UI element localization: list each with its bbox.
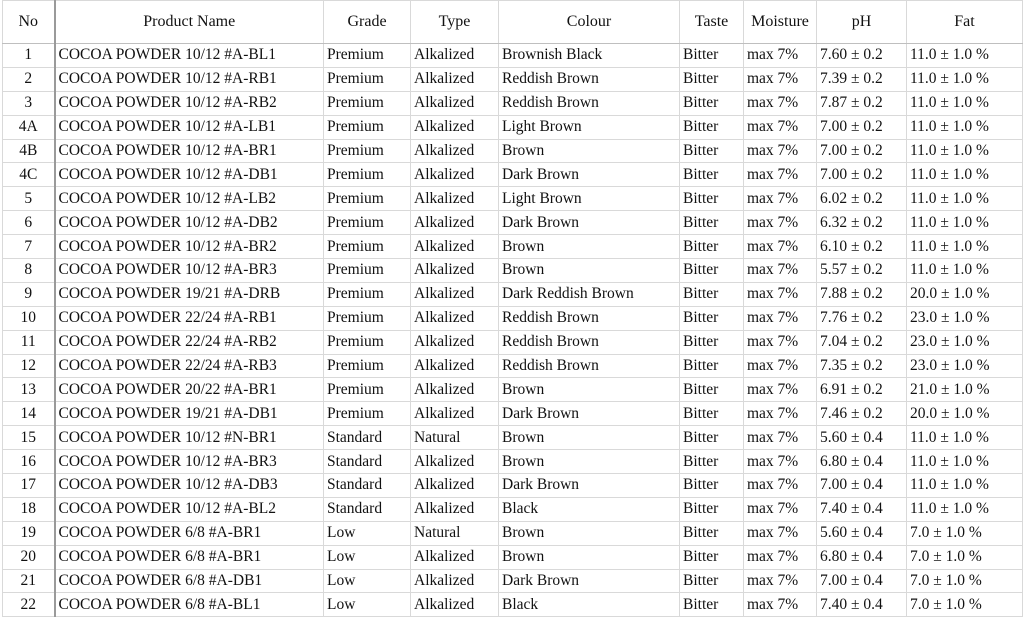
table-row bbox=[3, 235, 1023, 259]
cell-grade[interactable]: Premium bbox=[324, 44, 411, 68]
cell-grade[interactable]: Standard bbox=[324, 497, 411, 521]
cell-product-name[interactable]: COCOA POWDER 10/12 #A-RB2 bbox=[55, 91, 324, 115]
cell-type[interactable]: Alkalized bbox=[411, 306, 499, 330]
cell-fat[interactable]: 20.0 ± 1.0 % bbox=[907, 402, 1023, 426]
cell-no[interactable]: 6 bbox=[3, 211, 55, 235]
cell-product-name[interactable]: COCOA POWDER 10/12 #A-RB1 bbox=[55, 67, 324, 91]
cell-grade[interactable]: Premium bbox=[324, 402, 411, 426]
table-row bbox=[3, 330, 1023, 354]
cell-taste[interactable]: Bitter bbox=[680, 67, 744, 91]
cell-fat[interactable]: 11.0 ± 1.0 % bbox=[907, 187, 1023, 211]
cell-product-name[interactable]: COCOA POWDER 6/8 #A-BR1 bbox=[55, 521, 324, 545]
cell-product-name[interactable]: COCOA POWDER 10/12 #A-DB2 bbox=[55, 211, 324, 235]
cell-grade[interactable]: Premium bbox=[324, 163, 411, 187]
cell-fat[interactable]: 11.0 ± 1.0 % bbox=[907, 474, 1023, 498]
table-row bbox=[3, 259, 1023, 283]
table-row bbox=[3, 67, 1023, 91]
cell-grade[interactable]: Premium bbox=[324, 235, 411, 259]
cell-taste[interactable]: Bitter bbox=[680, 497, 744, 521]
table-row bbox=[3, 378, 1023, 402]
cell-type[interactable]: Alkalized bbox=[411, 378, 499, 402]
cell-no[interactable]: 9 bbox=[3, 282, 55, 306]
cell-colour[interactable]: Dark Brown bbox=[499, 474, 680, 498]
cell-moisture[interactable]: max 7% bbox=[744, 139, 817, 163]
cell-ph[interactable]: 7.00 ± 0.2 bbox=[817, 115, 907, 139]
cell-colour[interactable]: Dark Reddish Brown bbox=[499, 282, 680, 306]
table-row bbox=[3, 91, 1023, 115]
cell-moisture[interactable]: max 7% bbox=[744, 593, 817, 617]
cell-colour[interactable]: Reddish Brown bbox=[499, 67, 680, 91]
cell-colour[interactable]: Reddish Brown bbox=[499, 91, 680, 115]
cell-taste[interactable]: Bitter bbox=[680, 330, 744, 354]
cell-ph[interactable]: 7.76 ± 0.2 bbox=[817, 306, 907, 330]
cell-fat[interactable]: 7.0 ± 1.0 % bbox=[907, 593, 1023, 617]
cell-product-name[interactable]: COCOA POWDER 22/24 #A-RB1 bbox=[55, 306, 324, 330]
cell-colour[interactable]: Reddish Brown bbox=[499, 306, 680, 330]
cell-no[interactable]: 22 bbox=[3, 593, 55, 617]
cell-taste[interactable]: Bitter bbox=[680, 306, 744, 330]
table-row bbox=[3, 163, 1023, 187]
cell-colour[interactable]: Brown bbox=[499, 426, 680, 450]
cell-grade[interactable]: Premium bbox=[324, 378, 411, 402]
cell-type[interactable]: Alkalized bbox=[411, 67, 499, 91]
cell-colour[interactable]: Brown bbox=[499, 259, 680, 283]
table-row bbox=[3, 545, 1023, 569]
cell-fat[interactable]: 11.0 ± 1.0 % bbox=[907, 163, 1023, 187]
cell-ph[interactable]: 7.00 ± 0.2 bbox=[817, 139, 907, 163]
cell-taste[interactable]: Bitter bbox=[680, 211, 744, 235]
table-row bbox=[3, 306, 1023, 330]
cell-grade[interactable]: Standard bbox=[324, 474, 411, 498]
cell-product-name[interactable]: COCOA POWDER 10/12 #A-BR3 bbox=[55, 450, 324, 474]
cell-no[interactable]: 5 bbox=[3, 187, 55, 211]
cell-product-name[interactable]: COCOA POWDER 10/12 #A-LB2 bbox=[55, 187, 324, 211]
cell-ph[interactable]: 7.00 ± 0.4 bbox=[817, 474, 907, 498]
col-header-ph[interactable]: pH bbox=[817, 1, 907, 44]
cell-no[interactable]: 12 bbox=[3, 354, 55, 378]
cell-colour[interactable]: Brown bbox=[499, 450, 680, 474]
cell-product-name[interactable]: COCOA POWDER 10/12 #N-BR1 bbox=[55, 426, 324, 450]
cell-colour[interactable]: Dark Brown bbox=[499, 402, 680, 426]
cell-colour[interactable]: Reddish Brown bbox=[499, 354, 680, 378]
col-header-moisture[interactable]: Moisture bbox=[744, 1, 817, 44]
cell-moisture[interactable]: max 7% bbox=[744, 497, 817, 521]
cell-moisture[interactable]: max 7% bbox=[744, 426, 817, 450]
cell-moisture[interactable]: max 7% bbox=[744, 163, 817, 187]
cell-ph[interactable]: 7.46 ± 0.2 bbox=[817, 402, 907, 426]
cell-product-name[interactable]: COCOA POWDER 10/12 #A-DB3 bbox=[55, 474, 324, 498]
cell-type[interactable]: Alkalized bbox=[411, 450, 499, 474]
cell-taste[interactable]: Bitter bbox=[680, 91, 744, 115]
table-row bbox=[3, 354, 1023, 378]
cell-ph[interactable]: 7.60 ± 0.2 bbox=[817, 44, 907, 68]
cell-product-name[interactable]: COCOA POWDER 10/12 #A-DB1 bbox=[55, 163, 324, 187]
cell-no[interactable]: 10 bbox=[3, 306, 55, 330]
cell-product-name[interactable]: COCOA POWDER 10/12 #A-BL2 bbox=[55, 497, 324, 521]
cell-taste[interactable]: Bitter bbox=[680, 282, 744, 306]
cell-ph[interactable]: 7.88 ± 0.2 bbox=[817, 282, 907, 306]
cell-no[interactable]: 2 bbox=[3, 67, 55, 91]
cell-moisture[interactable]: max 7% bbox=[744, 545, 817, 569]
cell-moisture[interactable]: max 7% bbox=[744, 67, 817, 91]
cell-taste[interactable]: Bitter bbox=[680, 163, 744, 187]
cell-grade[interactable]: Premium bbox=[324, 115, 411, 139]
cell-product-name[interactable]: COCOA POWDER 20/22 #A-BR1 bbox=[55, 378, 324, 402]
cell-fat[interactable]: 23.0 ± 1.0 % bbox=[907, 330, 1023, 354]
cell-no[interactable]: 11 bbox=[3, 330, 55, 354]
table-row bbox=[3, 282, 1023, 306]
cell-ph[interactable]: 7.39 ± 0.2 bbox=[817, 67, 907, 91]
cell-no[interactable]: 1 bbox=[3, 44, 55, 68]
cell-type[interactable]: Alkalized bbox=[411, 91, 499, 115]
cell-fat[interactable]: 20.0 ± 1.0 % bbox=[907, 282, 1023, 306]
cell-type[interactable]: Alkalized bbox=[411, 545, 499, 569]
cell-grade[interactable]: Low bbox=[324, 545, 411, 569]
cell-ph[interactable]: 5.60 ± 0.4 bbox=[817, 521, 907, 545]
cell-colour[interactable]: Brownish Black bbox=[499, 44, 680, 68]
cell-product-name[interactable]: COCOA POWDER 10/12 #A-LB1 bbox=[55, 115, 324, 139]
cell-no[interactable]: 20 bbox=[3, 545, 55, 569]
cell-colour[interactable]: Light Brown bbox=[499, 187, 680, 211]
cell-product-name[interactable]: COCOA POWDER 22/24 #A-RB3 bbox=[55, 354, 324, 378]
cell-ph[interactable]: 7.04 ± 0.2 bbox=[817, 330, 907, 354]
cell-colour[interactable]: Dark Brown bbox=[499, 163, 680, 187]
cell-grade[interactable]: Low bbox=[324, 593, 411, 617]
cell-product-name[interactable]: COCOA POWDER 22/24 #A-RB2 bbox=[55, 330, 324, 354]
cell-fat[interactable]: 21.0 ± 1.0 % bbox=[907, 378, 1023, 402]
cell-moisture[interactable]: max 7% bbox=[744, 378, 817, 402]
table-row bbox=[3, 187, 1023, 211]
cell-product-name[interactable]: COCOA POWDER 19/21 #A-DRB bbox=[55, 282, 324, 306]
table-body bbox=[3, 44, 1023, 617]
cell-fat[interactable]: 7.0 ± 1.0 % bbox=[907, 521, 1023, 545]
cell-fat[interactable]: 11.0 ± 1.0 % bbox=[907, 235, 1023, 259]
cell-product-name[interactable]: COCOA POWDER 10/12 #A-BR2 bbox=[55, 235, 324, 259]
cell-grade[interactable]: Premium bbox=[324, 67, 411, 91]
cell-colour[interactable]: Brown bbox=[499, 521, 680, 545]
cell-ph[interactable]: 7.00 ± 0.2 bbox=[817, 163, 907, 187]
table-row bbox=[3, 497, 1023, 521]
cell-taste[interactable]: Bitter bbox=[680, 187, 744, 211]
cell-no[interactable]: 13 bbox=[3, 378, 55, 402]
cell-moisture[interactable]: max 7% bbox=[744, 235, 817, 259]
cell-product-name[interactable]: COCOA POWDER 19/21 #A-DB1 bbox=[55, 402, 324, 426]
table-row bbox=[3, 211, 1023, 235]
cell-fat[interactable]: 7.0 ± 1.0 % bbox=[907, 545, 1023, 569]
cell-type[interactable]: Alkalized bbox=[411, 569, 499, 593]
cell-product-name[interactable]: COCOA POWDER 6/8 #A-DB1 bbox=[55, 569, 324, 593]
cell-fat[interactable]: 11.0 ± 1.0 % bbox=[907, 139, 1023, 163]
cell-moisture[interactable]: max 7% bbox=[744, 569, 817, 593]
cell-product-name[interactable]: COCOA POWDER 6/8 #A-BL1 bbox=[55, 593, 324, 617]
cell-no[interactable]: 18 bbox=[3, 497, 55, 521]
table-row bbox=[3, 521, 1023, 545]
cell-grade[interactable]: Premium bbox=[324, 187, 411, 211]
cell-moisture[interactable]: max 7% bbox=[744, 187, 817, 211]
cell-moisture[interactable]: max 7% bbox=[744, 282, 817, 306]
cell-type[interactable]: Natural bbox=[411, 521, 499, 545]
cell-type[interactable]: Natural bbox=[411, 426, 499, 450]
cell-taste[interactable]: Bitter bbox=[680, 402, 744, 426]
table-row bbox=[3, 426, 1023, 450]
cell-moisture[interactable]: max 7% bbox=[744, 450, 817, 474]
cell-type[interactable]: Alkalized bbox=[411, 139, 499, 163]
cell-moisture[interactable]: max 7% bbox=[744, 115, 817, 139]
cell-product-name[interactable]: COCOA POWDER 10/12 #A-BR1 bbox=[55, 139, 324, 163]
cell-no[interactable]: 4B bbox=[3, 139, 55, 163]
cell-taste[interactable]: Bitter bbox=[680, 115, 744, 139]
cell-ph[interactable]: 6.80 ± 0.4 bbox=[817, 450, 907, 474]
cell-grade[interactable]: Premium bbox=[324, 306, 411, 330]
table-row bbox=[3, 593, 1023, 617]
cell-taste[interactable]: Bitter bbox=[680, 450, 744, 474]
cell-colour[interactable]: Dark Brown bbox=[499, 569, 680, 593]
table-row bbox=[3, 115, 1023, 139]
col-header-product-name[interactable]: Product Name bbox=[55, 1, 324, 44]
cell-grade[interactable]: Premium bbox=[324, 259, 411, 283]
cell-type[interactable]: Alkalized bbox=[411, 593, 499, 617]
cell-fat[interactable]: 11.0 ± 1.0 % bbox=[907, 259, 1023, 283]
cell-product-name[interactable]: COCOA POWDER 10/12 #A-BL1 bbox=[55, 44, 324, 68]
cell-fat[interactable]: 23.0 ± 1.0 % bbox=[907, 354, 1023, 378]
cell-no[interactable]: 4C bbox=[3, 163, 55, 187]
cell-type[interactable]: Alkalized bbox=[411, 187, 499, 211]
cell-moisture[interactable]: max 7% bbox=[744, 521, 817, 545]
cell-colour[interactable]: Light Brown bbox=[499, 115, 680, 139]
cell-type[interactable]: Alkalized bbox=[411, 474, 499, 498]
cell-product-name[interactable]: COCOA POWDER 10/12 #A-BR3 bbox=[55, 259, 324, 283]
cell-colour[interactable]: Brown bbox=[499, 378, 680, 402]
cell-type[interactable]: Alkalized bbox=[411, 163, 499, 187]
table-row bbox=[3, 474, 1023, 498]
cell-grade[interactable]: Premium bbox=[324, 211, 411, 235]
table-row bbox=[3, 44, 1023, 68]
cell-product-name[interactable]: COCOA POWDER 6/8 #A-BR1 bbox=[55, 545, 324, 569]
cell-taste[interactable]: Bitter bbox=[680, 545, 744, 569]
cell-taste[interactable]: Bitter bbox=[680, 569, 744, 593]
cell-no[interactable]: 15 bbox=[3, 426, 55, 450]
cell-colour[interactable]: Black bbox=[499, 497, 680, 521]
table-row bbox=[3, 450, 1023, 474]
cell-fat[interactable]: 11.0 ± 1.0 % bbox=[907, 497, 1023, 521]
col-header-fat[interactable]: Fat bbox=[907, 1, 1023, 44]
cell-ph[interactable]: 7.40 ± 0.4 bbox=[817, 593, 907, 617]
cell-fat[interactable]: 11.0 ± 1.0 % bbox=[907, 67, 1023, 91]
cell-type[interactable]: Alkalized bbox=[411, 354, 499, 378]
cell-type[interactable]: Alkalized bbox=[411, 330, 499, 354]
product-spec-table bbox=[2, 0, 1023, 617]
cell-type[interactable]: Alkalized bbox=[411, 235, 499, 259]
cell-ph[interactable]: 6.91 ± 0.2 bbox=[817, 378, 907, 402]
cell-no[interactable]: 14 bbox=[3, 402, 55, 426]
cell-moisture[interactable]: max 7% bbox=[744, 402, 817, 426]
cell-ph[interactable]: 5.57 ± 0.2 bbox=[817, 259, 907, 283]
cell-ph[interactable]: 6.10 ± 0.2 bbox=[817, 235, 907, 259]
col-header-colour[interactable]: Colour bbox=[499, 1, 680, 44]
cell-moisture[interactable]: max 7% bbox=[744, 211, 817, 235]
col-header-taste[interactable]: Taste bbox=[680, 1, 744, 44]
cell-taste[interactable]: Bitter bbox=[680, 378, 744, 402]
cell-type[interactable]: Alkalized bbox=[411, 115, 499, 139]
cell-ph[interactable]: 5.60 ± 0.4 bbox=[817, 426, 907, 450]
cell-fat[interactable]: 11.0 ± 1.0 % bbox=[907, 426, 1023, 450]
cell-moisture[interactable]: max 7% bbox=[744, 354, 817, 378]
cell-colour[interactable]: Black bbox=[499, 593, 680, 617]
cell-colour[interactable]: Reddish Brown bbox=[499, 330, 680, 354]
cell-colour[interactable]: Brown bbox=[499, 139, 680, 163]
cell-ph[interactable]: 7.87 ± 0.2 bbox=[817, 91, 907, 115]
cell-taste[interactable]: Bitter bbox=[680, 426, 744, 450]
cell-no[interactable]: 17 bbox=[3, 474, 55, 498]
cell-grade[interactable]: Premium bbox=[324, 282, 411, 306]
cell-fat[interactable]: 11.0 ± 1.0 % bbox=[907, 44, 1023, 68]
cell-type[interactable]: Alkalized bbox=[411, 259, 499, 283]
cell-no[interactable]: 21 bbox=[3, 569, 55, 593]
cell-type[interactable]: Alkalized bbox=[411, 282, 499, 306]
table-row bbox=[3, 569, 1023, 593]
cell-moisture[interactable]: max 7% bbox=[744, 306, 817, 330]
cell-grade[interactable]: Premium bbox=[324, 354, 411, 378]
cell-fat[interactable]: 7.0 ± 1.0 % bbox=[907, 569, 1023, 593]
cell-taste[interactable]: Bitter bbox=[680, 354, 744, 378]
cell-no[interactable]: 4A bbox=[3, 115, 55, 139]
cell-no[interactable]: 7 bbox=[3, 235, 55, 259]
cell-moisture[interactable]: max 7% bbox=[744, 259, 817, 283]
col-header-type[interactable]: Type bbox=[411, 1, 499, 44]
cell-no[interactable]: 8 bbox=[3, 259, 55, 283]
cell-type[interactable]: Alkalized bbox=[411, 402, 499, 426]
cell-fat[interactable]: 11.0 ± 1.0 % bbox=[907, 91, 1023, 115]
cell-fat[interactable]: 23.0 ± 1.0 % bbox=[907, 306, 1023, 330]
cell-ph[interactable]: 6.02 ± 0.2 bbox=[817, 187, 907, 211]
cell-moisture[interactable]: max 7% bbox=[744, 91, 817, 115]
cell-grade[interactable]: Low bbox=[324, 569, 411, 593]
table-row bbox=[3, 402, 1023, 426]
cell-ph[interactable]: 7.40 ± 0.4 bbox=[817, 497, 907, 521]
cell-type[interactable]: Alkalized bbox=[411, 44, 499, 68]
cell-ph[interactable]: 6.32 ± 0.2 bbox=[817, 211, 907, 235]
cell-ph[interactable]: 7.35 ± 0.2 bbox=[817, 354, 907, 378]
cell-taste[interactable]: Bitter bbox=[680, 139, 744, 163]
cell-taste[interactable]: Bitter bbox=[680, 44, 744, 68]
cell-type[interactable]: Alkalized bbox=[411, 497, 499, 521]
cell-grade[interactable]: Premium bbox=[324, 139, 411, 163]
col-header-grade[interactable]: Grade bbox=[324, 1, 411, 44]
cell-ph[interactable]: 7.00 ± 0.4 bbox=[817, 569, 907, 593]
cell-colour[interactable]: Brown bbox=[499, 235, 680, 259]
col-header-no[interactable]: No bbox=[3, 1, 55, 44]
cell-colour[interactable]: Brown bbox=[499, 545, 680, 569]
header-row bbox=[3, 1, 1023, 44]
cell-moisture[interactable]: max 7% bbox=[744, 474, 817, 498]
cell-taste[interactable]: Bitter bbox=[680, 259, 744, 283]
cell-fat[interactable]: 11.0 ± 1.0 % bbox=[907, 115, 1023, 139]
cell-ph[interactable]: 6.80 ± 0.4 bbox=[817, 545, 907, 569]
cell-moisture[interactable]: max 7% bbox=[744, 44, 817, 68]
cell-taste[interactable]: Bitter bbox=[680, 474, 744, 498]
cell-colour[interactable]: Dark Brown bbox=[499, 211, 680, 235]
cell-taste[interactable]: Bitter bbox=[680, 235, 744, 259]
cell-grade[interactable]: Premium bbox=[324, 330, 411, 354]
cell-type[interactable]: Alkalized bbox=[411, 211, 499, 235]
cell-grade[interactable]: Premium bbox=[324, 91, 411, 115]
cell-no[interactable]: 3 bbox=[3, 91, 55, 115]
cell-fat[interactable]: 11.0 ± 1.0 % bbox=[907, 211, 1023, 235]
cell-fat[interactable]: 11.0 ± 1.0 % bbox=[907, 450, 1023, 474]
cell-taste[interactable]: Bitter bbox=[680, 593, 744, 617]
cell-no[interactable]: 16 bbox=[3, 450, 55, 474]
cell-grade[interactable]: Standard bbox=[324, 426, 411, 450]
cell-no[interactable]: 19 bbox=[3, 521, 55, 545]
cell-grade[interactable]: Standard bbox=[324, 450, 411, 474]
cell-taste[interactable]: Bitter bbox=[680, 521, 744, 545]
cell-moisture[interactable]: max 7% bbox=[744, 330, 817, 354]
cell-grade[interactable]: Low bbox=[324, 521, 411, 545]
table-row bbox=[3, 139, 1023, 163]
